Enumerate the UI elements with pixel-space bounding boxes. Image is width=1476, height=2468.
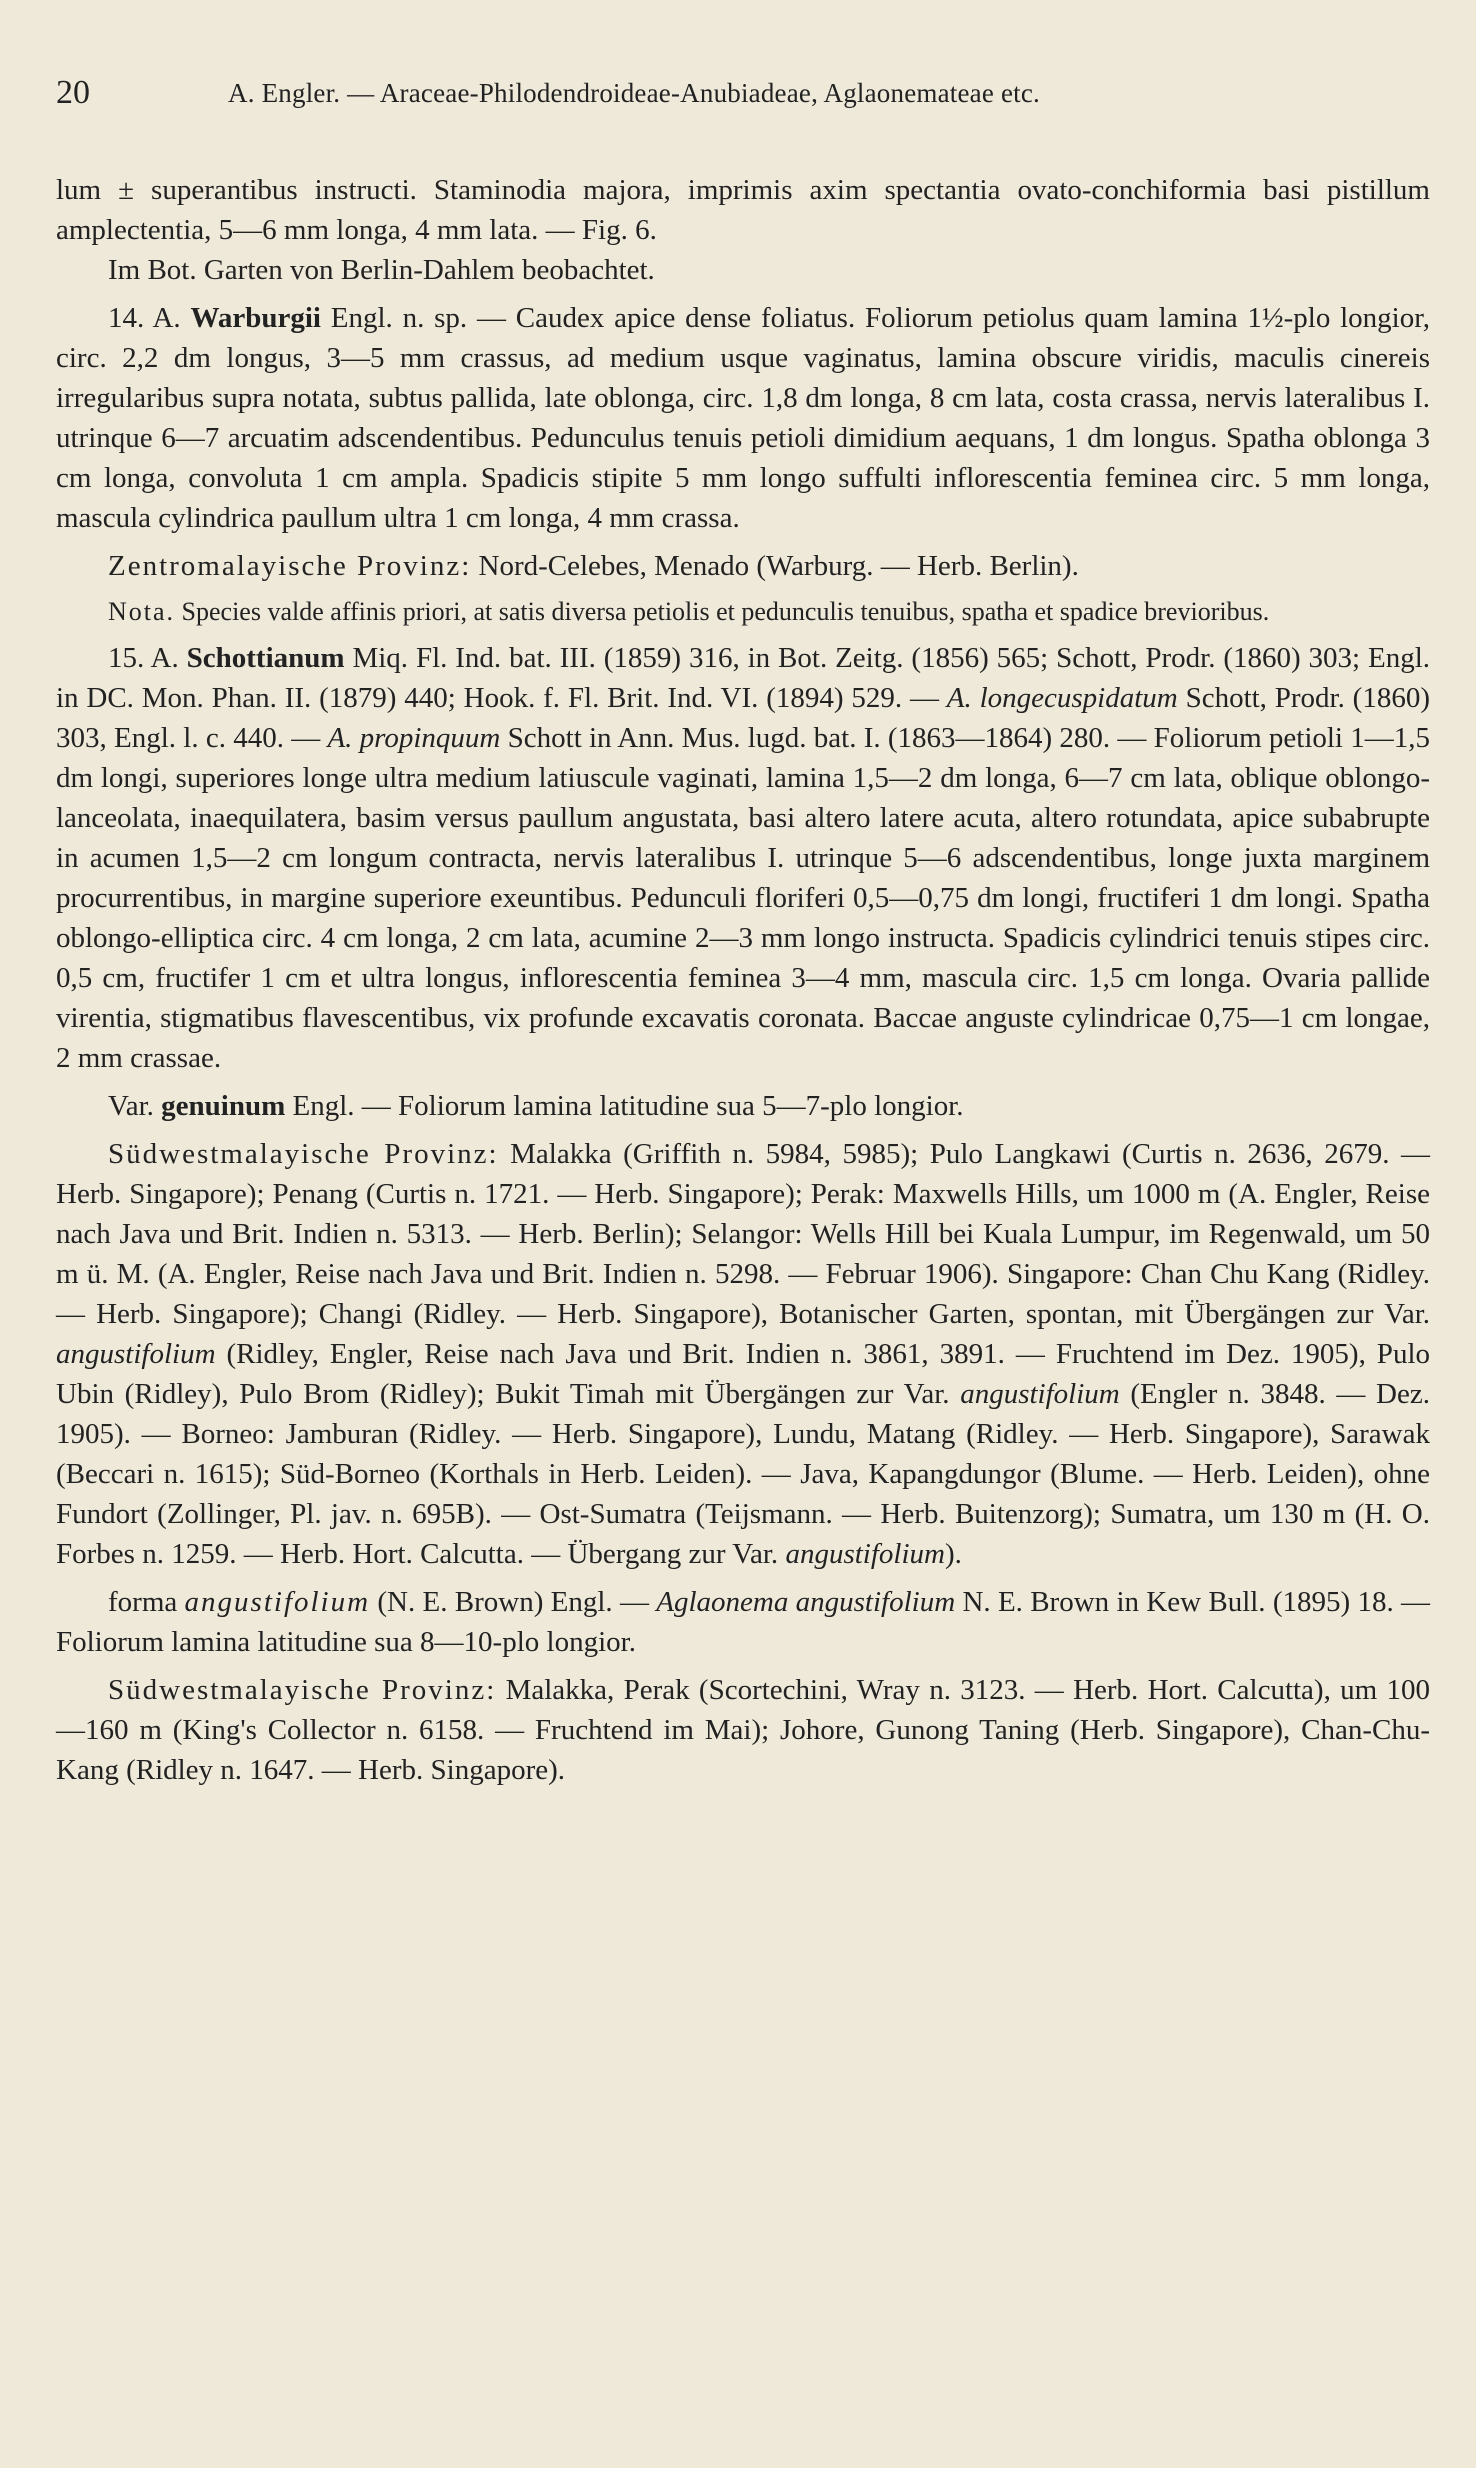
page-body [56, 170, 1430, 1790]
locality-paragraph: Zentromalayische Provinz: Nord-Celebes, Menado (Warburg. — Herb. Berlin). [108, 550, 1079, 582]
running-title: A. Engler. — Araceae-Philodendroideae-Anubiadeae, Aglaonemateae etc. [228, 78, 1040, 108]
page-number: 20 [56, 74, 90, 111]
variety-name: genuinum [161, 1090, 286, 1122]
species-14-paragraph: 14. A. Warburgii Engl. n. sp. — Caudex apice dense foliatus. Foliorum petiolus quam lamina 1½-plo longior, circ. 2,2 dm longus, 3—5 mm crassus, ad medium usque vaginatus, lamina obscure viridis, maculis cinereis irregularibus supra notata, subtus pallida, late oblonga, circ. 1,8 dm longa, 8 cm lata, costa crassa, nervis lateralibus I. utrinque 6—7 arcuatim adscendentibus. Pedunculus tenuis petioli dimidium aequans, 1 dm longus. Spatha oblonga 3 cm longa, convoluta 1 cm ampla. Spadicis stipite 5 mm longo suffulti inflorescentia feminea circ. 5 mm longa, mascula cylindrica paullum ultra 1 cm longa, 4 mm crassa. [56, 302, 1430, 534]
locality-paragraph: Südwestmalayische Provinz: Malakka (Griffith n. 5984, 5985); Pulo Langkawi (Curtis n. 2636, 2679. — Herb. Singapore); Penang (Curtis n. 1721. — Herb. Singapore); Perak: Maxwells Hills, um 1000 m (A. Engler, Reise nach Java und Brit. Indien n. 5313. — Herb. Berlin); Selangor: Wells Hill bei Kuala Lumpur, im Regenwald, um 50 m ü. M. (A. Engler, Reise nach Java und Brit. Indien n. 5298. — Februar 1906). Singapore: Chan Chu Kang (Ridley. — Herb. Singapore); Changi (Ridley. — Herb. Singapore), Botanischer Garten, spontan, mit Übergängen zur Var. angustifolium (Ridley, Engler, Reise nach Java und Brit. Indien n. 3861, 3891. — Fruchtend im Dez. 1905), Pulo Ubin (Ridley), Pulo Brom (Ridley); Bukit Timah mit Übergängen zur Var. angustifolium (Engler n. 3848. — Dez. 1905). — Borneo: Jamburan (Ridley. — Herb. Singapore), Lundu, Matang (Ridley. — Herb. Singapore), Sarawak (Beccari n. 1615); Süd-Borneo (Korthals in Herb. Leiden). — Java, Kapangdungor (Blume. — Herb. Leiden), ohne Fundort (Zollinger, Pl. jav. n. 695B). — Ost-Sumatra (Teijsmann. — Herb. Buitenzorg); Sumatra, um 130 m (H. O. Forbes n. 1259. — Herb. Hort. Calcutta. — Übergang zur Var. angustifolium). [56, 1138, 1430, 1570]
locality-paragraph: Südwestmalayische Provinz: Malakka, Perak (Scortechini, Wray n. 3123. — Herb. Hort. Calcutta), um 100—160 m (King's Collector n. 6158. — Fruchtend im Mai); Johore, Gunong Taning (Herb. Singapore), Chan-Chu-Kang (Ridley n. 1647. — Herb. Singapore). [56, 1674, 1430, 1786]
species-name: Warburgii [190, 302, 321, 334]
variety-paragraph: Var. genuinum Engl. — Foliorum lamina latitudine sua 5—7-plo longior. [108, 1090, 964, 1122]
nota-paragraph: Nota. Species valde affinis priori, at satis diversa petiolis et pedunculis tenuibus, spatha et spadice brevioribus. [108, 597, 1270, 626]
forma-paragraph: forma angustifolium (N. E. Brown) Engl. — Aglaonema angustifolium N. E. Brown in Kew Bull. (1895) 18. — Foliorum lamina latitudine sua 8—10-plo longior. [56, 1586, 1431, 1658]
page-header [56, 74, 1430, 118]
species-name: Schottianum [186, 642, 345, 674]
paragraph-1: lum ± superantibus instructi. Staminodia majora, imprimis axim spectantia ovato-conchiformia basi pistillum amplectentia, 5—6 mm longa, 4 mm lata. — Fig. 6. [56, 174, 1430, 246]
paragraph-2: Im Bot. Garten von Berlin-Dahlem beobachtet. [108, 254, 655, 286]
species-15-paragraph: 15. A. Schottianum Miq. Fl. Ind. bat. III. (1859) 316, in Bot. Zeitg. (1856) 565; Schott, Prodr. (1860) 303; Engl. in DC. Mon. Phan. II. (1879) 440; Hook. f. Fl. Brit. Ind. VI. (1894) 529. — A. longecuspidatum Schott, Prodr. (1860) 303, Engl. l. c. 440. — A. propinquum Schott in Ann. Mus. lugd. bat. I. (1863—1864) 280. — Foliorum petioli 1—1,5 dm longi, superiores longe ultra medium latiuscule vaginati, lamina 1,5—2 dm longa, 6—7 cm lata, oblique oblongo-lanceolata, inaequilatera, basim versus paullum angustata, basi altero latere acuta, altero rotundata, apice subabrupte in acumen 1,5—2 cm longum contracta, nervis lateralibus I. utrinque 5—6 adscendentibus, longe juxta marginem procurrentibus, in margine superiore exeuntibus. Pedunculi floriferi 0,5—0,75 dm longi, fructiferi 1 dm longi. Spatha oblongo-elliptica circ. 4 cm longa, 2 cm lata, acumine 2—3 mm longo instructa. Spadicis cylindrici tenuis stipes circ. 0,5 cm, fructifer 1 cm et ultra longus, inflorescentia feminea 3—4 mm, mascula circ. 1,5 cm longa. Ovaria pallide virentia, stigmatibus flavescentibus, vix profunde excavatis coronata. Baccae anguste cylindricae 0,75—1 cm longae, 2 mm crassae. [56, 642, 1431, 1074]
